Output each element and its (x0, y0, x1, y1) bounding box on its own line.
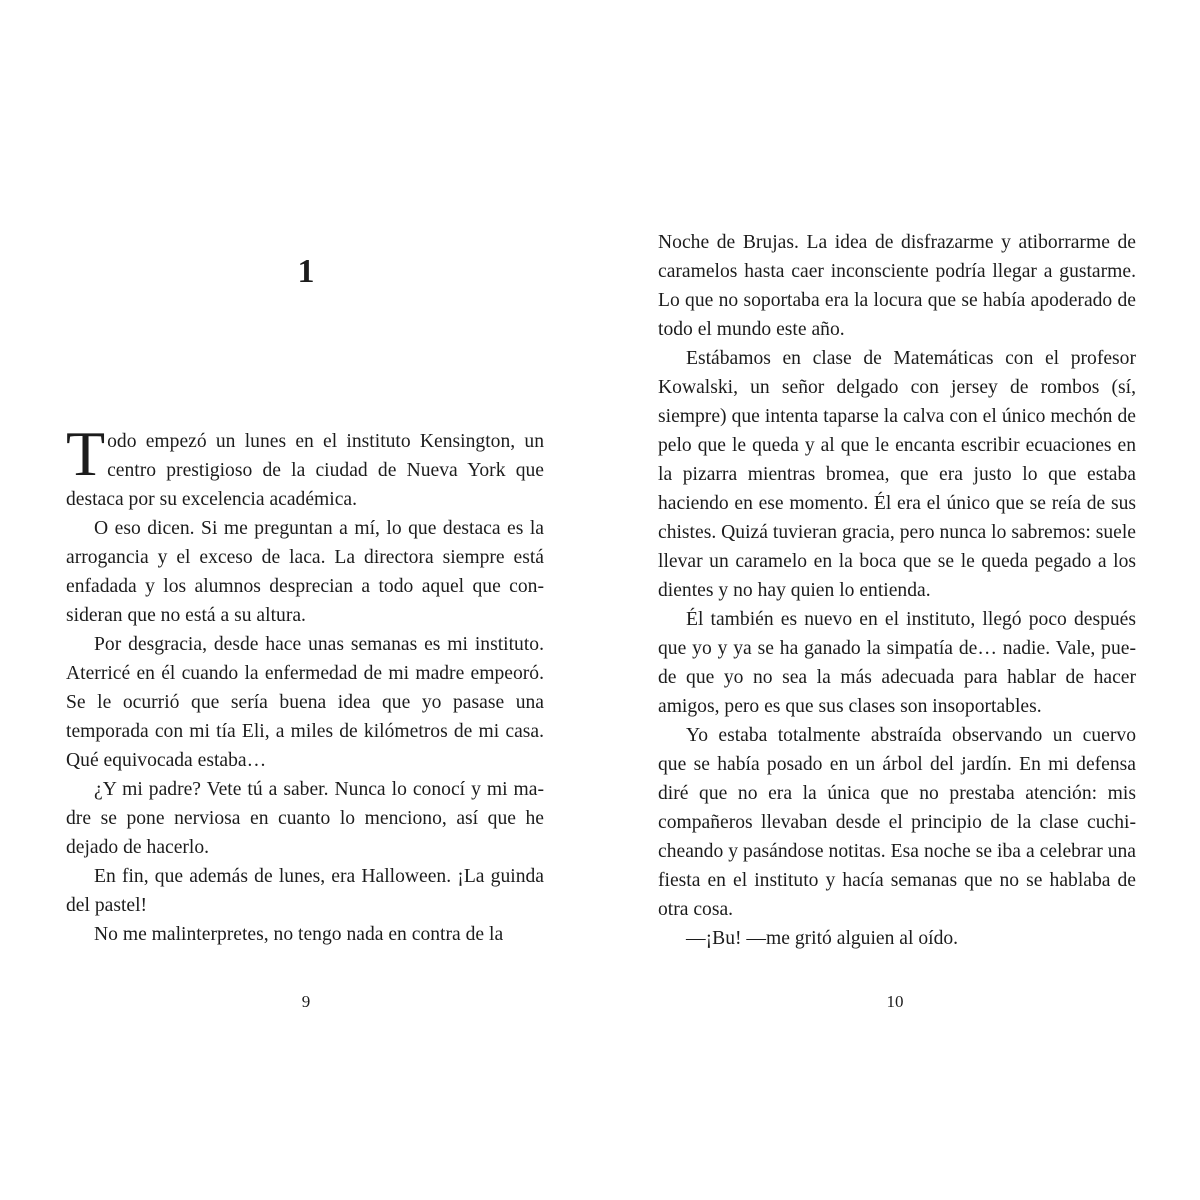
right-page-body (658, 228, 1136, 953)
paragraph: —¡Bu! —me gritó alguien al oído. (686, 928, 959, 949)
paragraph: No me malinterpretes, no tengo nada en contra de la (94, 924, 504, 945)
paragraph: ¿Y mi padre? Vete tú a saber. Nunca lo conocí y mi madre se pone nerviosa en cuanto lo menciono, así que he dejado de hacerlo. (66, 779, 544, 858)
paragraph: Por desgracia, desde hace unas semanas es mi instituto. Aterricé en él cuando la enfermedad de mi madre empeoró. Se le ocurrió que sería buena idea que yo pasase una temporada con mi tía Eli, a miles de kilómetros de mi casa. Qué equivocada estaba… (66, 634, 544, 771)
right-page (658, 0, 1138, 1200)
chapter-number: 1 (297, 253, 315, 290)
paragraph: En fin, que además de lunes, era Halloween. ¡La guinda del pastel! (66, 866, 544, 916)
drop-cap: T (66, 418, 106, 489)
page-number: 10 (886, 992, 904, 1011)
paragraph: Yo estaba totalmente abstraída observando un cuervo que se había posado en un árbol del jardín. En mi defensa diré que no era la única que no prestaba atención: mis compañeros llevaban desde el principio de la clase cuchicheando y pasándose notitas. Esa noche se iba a celebrar una fiesta en el instituto y hacía semanas que no se hablaba de otra cosa. (658, 725, 1136, 920)
paragraph: Estábamos en clase de Matemáticas con el profesor Kowalski, un señor delgado con jersey de rombos (sí, siempre) que intenta taparse la calva con el único mechón de pelo que le queda y al que le encanta escribir ecuaciones en la pizarra mientras bromea, que era justo lo que estaba haciendo en ese momento. Él era el único que se reía de sus chistes. Quizá tuvieran gracia, pero nunca lo sabremos: suele llevar un caramelo en la boca que se le queda pegado a los dientes y no hay quien lo entienda. (658, 348, 1136, 601)
left-page (66, 0, 546, 1200)
page-number: 9 (301, 992, 311, 1011)
continuation-paragraph: Noche de Brujas. La idea de disfrazarme y atiborrarme de caramelos hasta caer inconsciente podría llegar a gustarme. Lo que no soportaba era la locura que se había apoderado de todo el mundo este año. (658, 232, 1136, 340)
opening-paragraph-text: odo empezó un lunes en el instituto Kensington, un centro prestigioso de la ciudad de Nueva York que destaca por su excelencia académica. (66, 431, 544, 510)
left-page-body (66, 418, 544, 949)
paragraph: Él también es nuevo en el instituto, llegó poco después que yo y ya se ha ganado la simpatía de… nadie. Vale, puede que yo no sea la más adecuada para hablar de hacer amigos, pero es que sus clases son insoportables. (658, 609, 1136, 717)
opening-paragraph (66, 418, 544, 514)
paragraph: O eso dicen. Si me preguntan a mí, lo que destaca es la arrogancia y el exceso de laca. La directora siempre está enfadada y los alumnos desprecian a todo aquel que consideran que no está a su altura. (66, 518, 544, 626)
